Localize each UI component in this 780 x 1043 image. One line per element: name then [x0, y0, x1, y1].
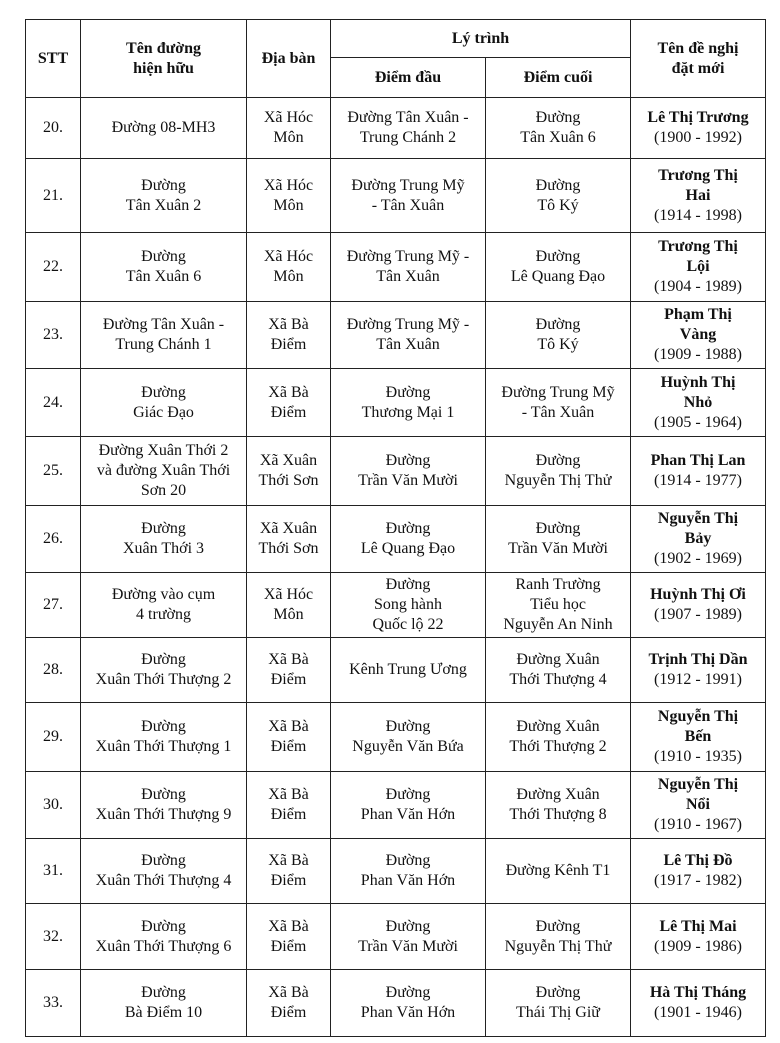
start-point: Đường Song hành Quốc lộ 22: [331, 573, 486, 638]
proposed-name: Trương Thị Hai: [658, 166, 738, 204]
proposed-name-cell: [631, 369, 766, 437]
life-years: (1900 - 1992): [654, 129, 742, 146]
area-name: Xã Hóc Môn: [247, 233, 331, 302]
area-name: Xã Hóc Môn: [247, 98, 331, 159]
current-street-name: Đường Xuân Thới Thượng 1: [81, 703, 247, 772]
row-number: 32.: [26, 904, 81, 970]
start-point: Đường Phan Văn Hớn: [331, 839, 486, 904]
row-number: 29.: [26, 703, 81, 772]
current-street-name: Đường Tân Xuân - Trung Chánh 1: [81, 302, 247, 369]
area-name: Xã Bà Điểm: [247, 772, 331, 839]
proposed-name: Lê Thị Đồ: [663, 852, 733, 869]
header-start-point: Điểm đầu: [331, 58, 486, 98]
life-years: (1914 - 1998): [654, 206, 742, 224]
start-point: Kênh Trung Ương: [331, 638, 486, 703]
life-years: (1912 - 1991): [654, 671, 742, 688]
proposed-name: Nguyễn Thị Bảy: [657, 510, 739, 547]
start-point: Đường Trung Mỹ - Tân Xuân: [331, 233, 486, 302]
proposed-name: Nguyễn Thị Nổi: [657, 776, 739, 813]
area-name: Xã Bà Điểm: [247, 638, 331, 703]
end-point: Đường Xuân Thới Thượng 2: [486, 703, 631, 772]
proposed-name-cell: [631, 506, 766, 573]
start-point: Đường Nguyễn Văn Bứa: [331, 703, 486, 772]
end-point: Đường Xuân Thới Thượng 4: [486, 638, 631, 703]
header-street-name: Tên đường hiện hữu: [81, 20, 247, 98]
proposed-name: Lê Thị Mai: [659, 917, 737, 935]
life-years: (1914 - 1977): [654, 472, 742, 489]
start-point: Đường Phan Văn Hớn: [331, 970, 486, 1037]
life-years: (1909 - 1988): [654, 346, 742, 363]
table-row: [26, 573, 766, 638]
start-point: Đường Trung Mỹ - Tân Xuân: [331, 302, 486, 369]
header-route: Lý trình: [331, 20, 631, 58]
row-number: 22.: [26, 233, 81, 302]
start-point: Đường Lê Quang Đạo: [331, 506, 486, 573]
end-point: Đường Kênh T1: [486, 839, 631, 904]
life-years: (1907 - 1989): [654, 606, 742, 623]
life-years: (1909 - 1986): [654, 937, 742, 955]
start-point: Đường Trung Mỹ - Tân Xuân: [331, 159, 486, 233]
table-row: [26, 506, 766, 573]
current-street-name: Đường Tân Xuân 6: [81, 233, 247, 302]
life-years: (1904 - 1989): [654, 278, 742, 295]
header-stt: STT: [26, 20, 81, 98]
life-years: (1910 - 1967): [654, 816, 742, 833]
row-number: 20.: [26, 98, 81, 159]
proposed-name: Phạm Thị Vàng: [664, 306, 732, 343]
current-street-name: Đường Xuân Thới Thượng 9: [81, 772, 247, 839]
current-street-name: Đường Xuân Thới Thượng 4: [81, 839, 247, 904]
proposed-name: Phan Thị Lan: [650, 452, 746, 469]
table-row: [26, 98, 766, 159]
street-naming-table: [25, 19, 766, 1037]
end-point: Ranh Trường Tiểu học Nguyễn An Ninh: [486, 573, 631, 638]
start-point: Đường Trần Văn Mười: [331, 437, 486, 506]
proposed-name: Trương Thị Lội: [658, 238, 738, 275]
area-name: Xã Bà Điểm: [247, 703, 331, 772]
row-number: 28.: [26, 638, 81, 703]
proposed-name: Trịnh Thị Dần: [648, 651, 748, 668]
end-point: Đường Lê Quang Đạo: [486, 233, 631, 302]
table-row: [26, 772, 766, 839]
current-street-name: Đường Xuân Thới Thượng 6: [81, 904, 247, 970]
header-area: Địa bàn: [247, 20, 331, 98]
area-name: Xã Hóc Môn: [247, 573, 331, 638]
table-row: [26, 839, 766, 904]
proposed-name-cell: [631, 772, 766, 839]
end-point: Đường Tô Ký: [486, 159, 631, 233]
end-point: Đường Nguyễn Thị Thử: [486, 437, 631, 506]
proposed-name-cell: [631, 703, 766, 772]
end-point: Đường Thái Thị Giữ: [486, 970, 631, 1037]
proposed-name: Nguyễn Thị Bến: [657, 708, 739, 745]
row-number: 31.: [26, 839, 81, 904]
table-row: [26, 437, 766, 506]
area-name: Xã Hóc Môn: [247, 159, 331, 233]
end-point: Đường Tân Xuân 6: [486, 98, 631, 159]
current-street-name: Đường Xuân Thới Thượng 2: [81, 638, 247, 703]
area-name: Xã Xuân Thới Sơn: [247, 506, 331, 573]
proposed-name: Hà Thị Tháng: [649, 984, 747, 1001]
life-years: (1910 - 1935): [654, 748, 742, 765]
area-name: Xã Bà Điểm: [247, 970, 331, 1037]
row-number: 24.: [26, 369, 81, 437]
proposed-name-cell: [631, 437, 766, 506]
proposed-name-cell: [631, 233, 766, 302]
proposed-name-cell: [631, 970, 766, 1037]
table-row: [26, 233, 766, 302]
table-row: [26, 638, 766, 703]
start-point: Đường Thương Mại 1: [331, 369, 486, 437]
table-row: [26, 302, 766, 369]
row-number: 25.: [26, 437, 81, 506]
row-number: 30.: [26, 772, 81, 839]
proposed-name-cell: [631, 638, 766, 703]
current-street-name: Đường Tân Xuân 2: [81, 159, 247, 233]
table-row: [26, 904, 766, 970]
header-new-name: Tên đề nghị đặt mới: [631, 20, 766, 98]
end-point: Đường Tô Ký: [486, 302, 631, 369]
end-point: Đường Xuân Thới Thượng 8: [486, 772, 631, 839]
life-years: (1902 - 1969): [654, 550, 742, 567]
area-name: Xã Bà Điểm: [247, 839, 331, 904]
table-row: [26, 970, 766, 1037]
proposed-name: Huỳnh Thị Nhỏ: [660, 373, 736, 411]
row-number: 33.: [26, 970, 81, 1037]
area-name: Xã Xuân Thới Sơn: [247, 437, 331, 506]
end-point: Đường Trung Mỹ - Tân Xuân: [486, 369, 631, 437]
end-point: Đường Nguyễn Thị Thử: [486, 904, 631, 970]
current-street-name: Đường Xuân Thới 2 và đường Xuân Thới Sơn 20: [81, 437, 247, 506]
current-street-name: Đường 08-MH3: [81, 98, 247, 159]
table-row: [26, 369, 766, 437]
proposed-name: Lê Thị Trương: [647, 109, 749, 126]
proposed-name-cell: [631, 98, 766, 159]
table-row: [26, 703, 766, 772]
start-point: Đường Trần Văn Mười: [331, 904, 486, 970]
life-years: (1901 - 1946): [654, 1004, 742, 1021]
table-body: [26, 98, 766, 1037]
proposed-name: Huỳnh Thị Ơi: [650, 586, 746, 603]
start-point: Đường Tân Xuân - Trung Chánh 2: [331, 98, 486, 159]
current-street-name: Đường Bà Điểm 10: [81, 970, 247, 1037]
proposed-name-cell: [631, 159, 766, 233]
life-years: (1905 - 1964): [654, 413, 742, 431]
row-number: 21.: [26, 159, 81, 233]
current-street-name: Đường Giác Đạo: [81, 369, 247, 437]
proposed-name-cell: [631, 302, 766, 369]
current-street-name: Đường vào cụm 4 trường: [81, 573, 247, 638]
header-end-point: Điểm cuối: [486, 58, 631, 98]
proposed-name-cell: [631, 839, 766, 904]
end-point: Đường Trần Văn Mười: [486, 506, 631, 573]
area-name: Xã Bà Điểm: [247, 302, 331, 369]
current-street-name: Đường Xuân Thới 3: [81, 506, 247, 573]
area-name: Xã Bà Điểm: [247, 369, 331, 437]
area-name: Xã Bà Điểm: [247, 904, 331, 970]
row-number: 27.: [26, 573, 81, 638]
proposed-name-cell: [631, 573, 766, 638]
row-number: 23.: [26, 302, 81, 369]
row-number: 26.: [26, 506, 81, 573]
start-point: Đường Phan Văn Hớn: [331, 772, 486, 839]
life-years: (1917 - 1982): [654, 872, 742, 889]
proposed-name-cell: [631, 904, 766, 970]
table-row: [26, 159, 766, 233]
